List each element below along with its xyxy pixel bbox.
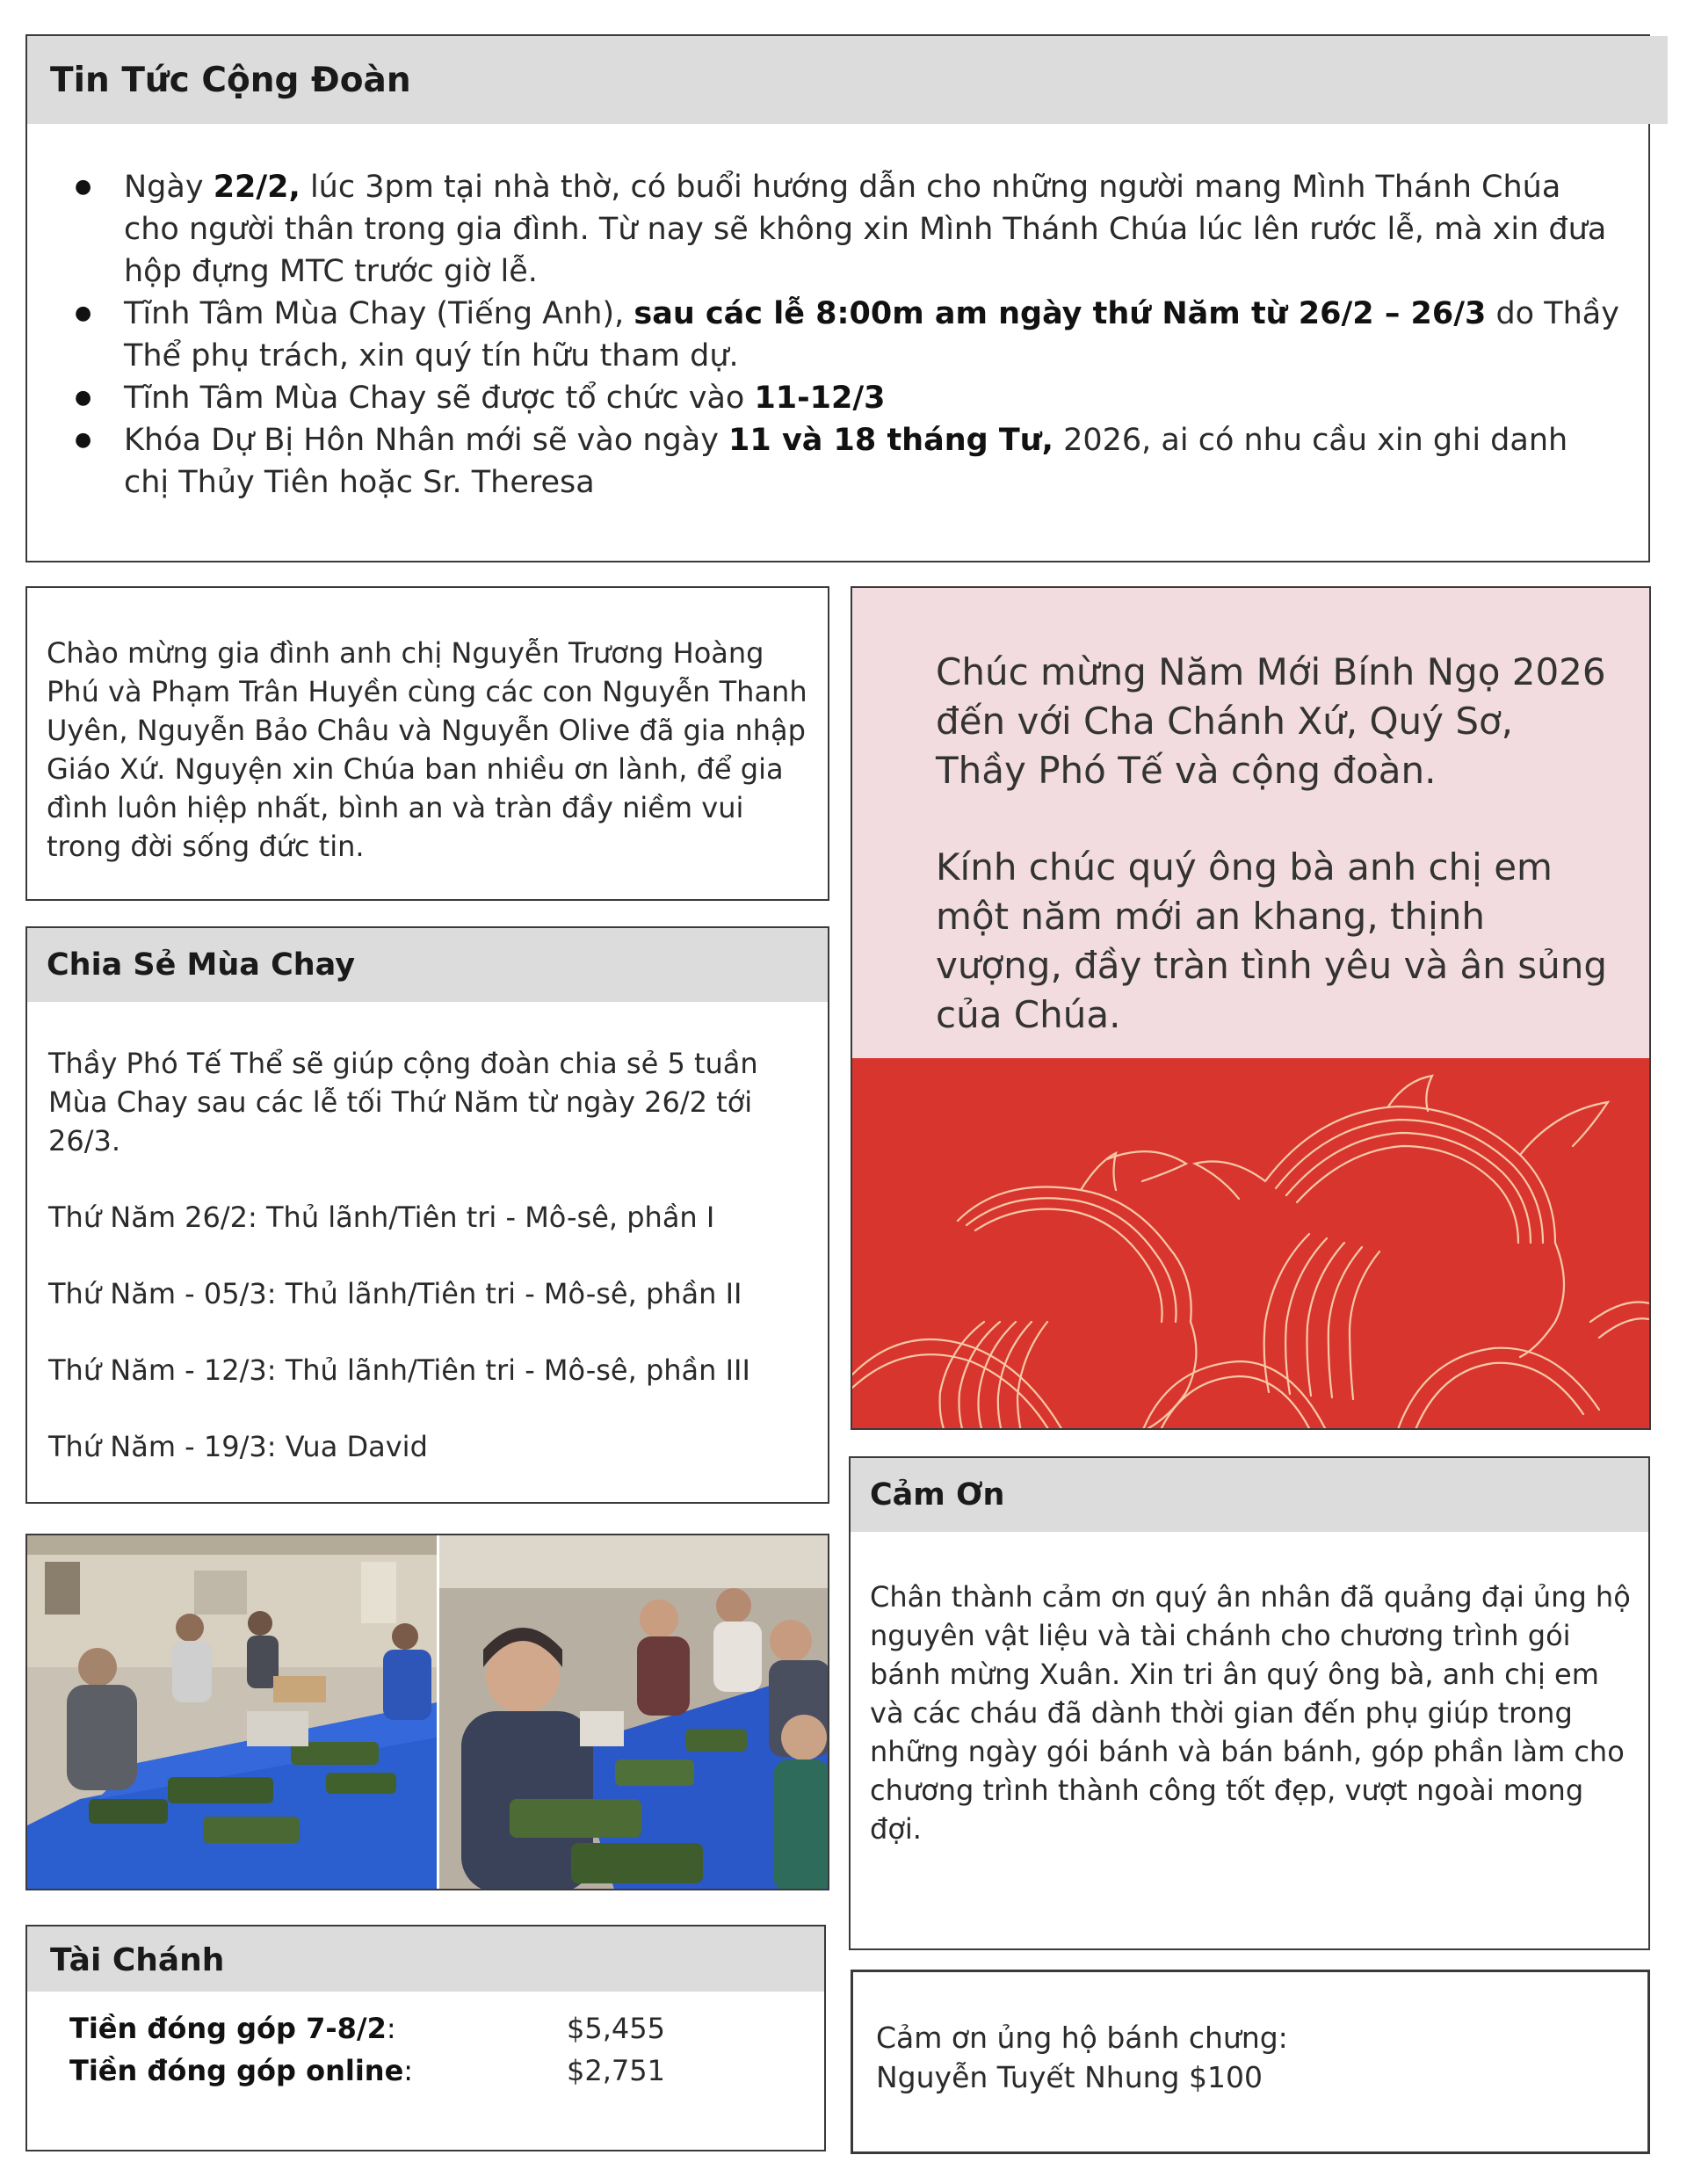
lent-schedule-item: Thứ Năm - 05/3: Thủ lãnh/Tiên tri - Mô-sê, phần II [48, 1277, 742, 1310]
thanks-title: Cảm Ơn [851, 1458, 1648, 1532]
finance-label: Tiền đóng góp 7-8/2: [69, 2012, 396, 2045]
photo-right-drawing [439, 1535, 828, 1889]
photo-women-wrapping [437, 1535, 828, 1889]
community-news-box [25, 34, 1650, 562]
finance-box [25, 1925, 826, 2151]
lent-sharing-box [25, 926, 829, 1504]
finance-value: $5,455 [567, 2012, 665, 2045]
finance-row [69, 2050, 665, 2092]
horse-illustration [852, 1058, 1649, 1430]
banh-chung-heading: Cảm ơn ủng hộ bánh chưng: [876, 2021, 1288, 2055]
horse-line-art [852, 1058, 1651, 1430]
welcome-text: Chào mừng gia đình anh chị Nguyễn Trương Hoàng Phú và Phạm Trân Huyền cùng các con Nguyễn Thanh Uyên, Nguyễn Bảo Châu và Nguyễn Olive đã gia nhập Giáo Xứ. Nguyện xin Chúa ban nhiều ơn lành, để gia đình luôn hiệp nhất, bình an và tràn đầy niềm vui trong đời sống đức tin. [47, 636, 807, 863]
news-item: ● Khóa Dự Bị Hôn Nhân mới sẽ vào ngày 11 và 18 tháng Tư, 2026, ai có nhu cầu xin ghi danh chị Thủy Tiên hoặc Sr. Theresa [54, 419, 1622, 504]
lent-sharing-title: Chia Sẻ Mùa Chay [27, 928, 828, 1002]
photo-left-drawing [27, 1535, 437, 1889]
photo-volunteers-table [27, 1535, 437, 1889]
lent-intro: Thầy Phó Tế Thể sẽ giúp cộng đoàn chia sẻ 5 tuần Mùa Chay sau các lễ tối Thứ Năm từ ngày 26/2 tới 26/3. [48, 1047, 758, 1157]
new-year-card [851, 586, 1651, 1430]
new-year-line-2: Kính chúc quý ông bà anh chị em một năm mới an khang, thịnh vượng, đầy tràn tình yêu và ân sủng của Chúa. [936, 845, 1608, 1036]
banh-chung-donor: Nguyễn Tuyết Nhung $100 [876, 2060, 1263, 2094]
lent-schedule-item: Thứ Năm - 12/3: Thủ lãnh/Tiên tri - Mô-sê, phần III [48, 1353, 750, 1387]
banh-chung-donor-text [853, 1972, 1647, 2097]
lent-sharing-body [27, 1002, 828, 1466]
lent-schedule-item: Thứ Năm 26/2: Thủ lãnh/Tiên tri - Mô-sê, phần I [48, 1201, 715, 1234]
news-item: ● Tĩnh Tâm Mùa Chay sẽ được tổ chức vào 11-12/3 [54, 377, 1622, 419]
new-year-line-1: Chúc mừng Năm Mới Bính Ngọ 2026 đến với Cha Chánh Xứ, Quý Sơ, Thầy Phó Tế và cộng đoàn. [936, 650, 1606, 792]
banh-chung-donor-box [851, 1970, 1650, 2154]
finance-title: Tài Chánh [27, 1926, 824, 1992]
welcome-box [25, 586, 829, 901]
news-item: ● Tĩnh Tâm Mùa Chay (Tiếng Anh), sau các lễ 8:00m am ngày thứ Năm từ 26/2 – 26/3 do Thầy Thể phụ trách, xin quý tín hữu tham dự. [54, 293, 1622, 377]
finance-value: $2,751 [567, 2054, 665, 2087]
new-year-greeting [852, 588, 1649, 1058]
news-item: ● Ngày 22/2, lúc 3pm tại nhà thờ, có buổi hướng dẫn cho những người mang Mình Thánh Chúa cho người thân trong gia đình. Từ nay sẽ không xin Mình Thánh Chúa lúc lên rước lễ, mà xin đưa hộp đựng MTC trước giờ lễ. [54, 166, 1622, 293]
finance-table [69, 2007, 665, 2092]
community-news-title: Tin Tức Cộng Đoàn [27, 36, 1668, 124]
thanks-box [849, 1456, 1650, 1950]
banh-chung-photos [25, 1534, 829, 1890]
thanks-text: Chân thành cảm ơn quý ân nhân đã quảng đại ủng hộ nguyên vật liệu và tài chánh cho chương trình gói bánh mừng Xuân. Xin tri ân quý ông bà, anh chị em và các cháu đã dành thời gian đến phụ giúp trong những ngày gói bánh và bán bánh, góp phần làm cho chương trình thành công tốt đẹp, vượt ngoài mong đợi. [870, 1580, 1631, 1846]
finance-label: Tiền đóng góp online: [69, 2054, 414, 2087]
lent-schedule-item: Thứ Năm - 19/3: Vua David [48, 1430, 428, 1463]
finance-row [69, 2007, 665, 2050]
news-list [27, 124, 1648, 504]
